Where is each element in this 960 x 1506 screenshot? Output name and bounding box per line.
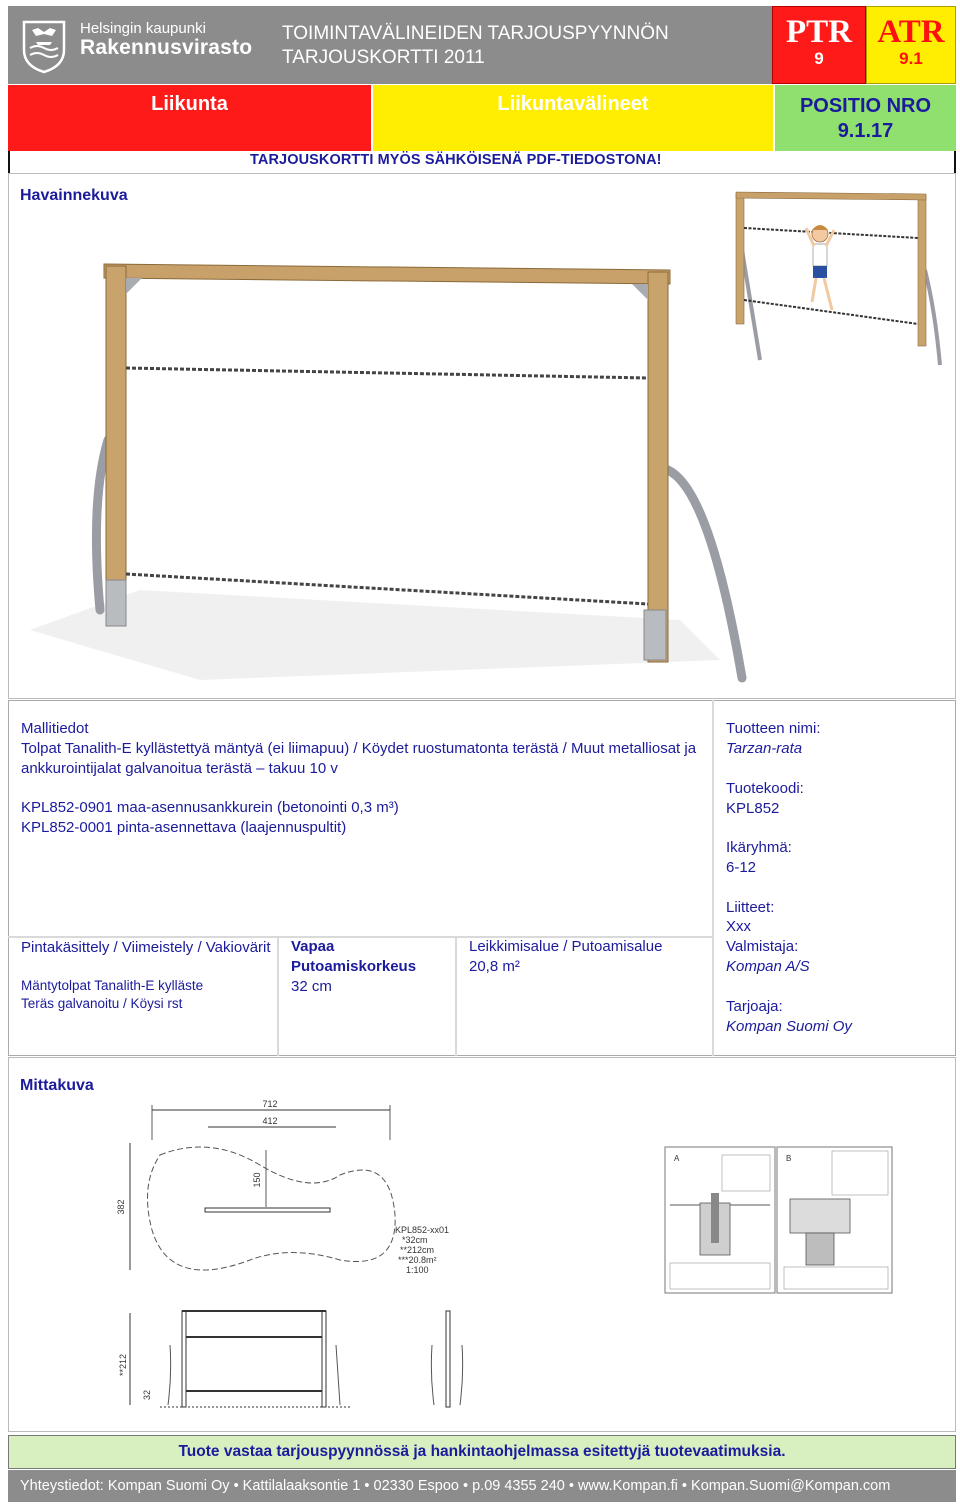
manufacturer-value: Kompan A/S	[726, 958, 810, 975]
ptr-value: 9	[814, 49, 824, 68]
ptr-label: PTR	[786, 14, 852, 50]
divider	[8, 151, 10, 173]
product-name-value: Tarzan-rata	[726, 740, 803, 757]
detail-a-label: A	[674, 1154, 680, 1163]
position-value: 9.1.17	[837, 120, 894, 142]
fall-heading1: Vapaa	[291, 938, 335, 955]
detail-drawing-a	[665, 1147, 775, 1293]
divider	[712, 700, 714, 1056]
divider	[954, 151, 956, 173]
vendor-value: Kompan Suomi Oy	[726, 1018, 852, 1035]
helsinki-crest-icon	[14, 14, 74, 76]
dim-inner: 412	[262, 1116, 278, 1126]
divider	[277, 936, 279, 1056]
dim-outer: 712	[262, 1099, 278, 1109]
note-b: **212cm	[400, 1245, 435, 1255]
area-value: 20,8 m²	[469, 958, 520, 975]
detail-b-label: B	[786, 1154, 792, 1163]
dim-height-left: 382	[116, 1199, 126, 1215]
age-group-label: Ikäryhmä:	[726, 839, 792, 856]
atr-label: ATR	[877, 14, 945, 50]
atr-box	[866, 6, 956, 84]
note-c: ***20.8m²	[398, 1255, 437, 1265]
product-code-label: Tuotekoodi:	[726, 780, 804, 797]
pdf-note: TARJOUSKORTTI MYÖS SÄHKÖISENÄ PDF-TIEDOSTONA!	[250, 152, 662, 168]
finish-line2: Teräs galvanoitu / Köysi rst	[21, 996, 183, 1011]
model-info-heading: Mallitiedot	[21, 720, 89, 737]
position-number	[775, 94, 956, 144]
scale: 1:100	[406, 1265, 429, 1275]
dim-depth: 150	[252, 1172, 262, 1188]
divider	[455, 936, 457, 1056]
org-name-line1: Helsingin kaupunki	[80, 20, 206, 37]
org-name-line2: Rakennusvirasto	[80, 36, 253, 59]
manufacturer-label: Valmistaja:	[726, 938, 799, 955]
document-title: TOIMINTAVÄLINEIDEN TARJOUSPYYNNÖN TARJOUSKORTTI 2011	[282, 23, 669, 68]
area-heading: Leikkimisalue / Putoamisalue	[469, 938, 663, 955]
finish-heading: Pintakäsittely / Viimeistely / Vakiovärit	[21, 939, 271, 956]
variant-ground: KPL852-0901 maa-asennusankkurein (betonointi 0,3 m³)	[21, 799, 399, 816]
subcategory-label: Liikuntavälineet	[497, 93, 649, 115]
ptr-box	[772, 6, 866, 84]
product-name-label: Tuotteen nimi:	[726, 720, 821, 737]
illustration-heading: Havainnekuva	[20, 187, 128, 204]
contact-info: Yhteystiedot: Kompan Suomi Oy • Kattilalaaksontie 1 • 02330 Espoo • p.09 4355 240 • www.Kompan.fi • Kompan.Suomi@Kompan.com	[20, 1478, 891, 1494]
variant-surface: KPL852-0001 pinta-asennettava (laajennuspultit)	[21, 819, 347, 836]
product-code-value: KPL852	[726, 800, 780, 817]
vendor-label: Tarjoaja:	[726, 998, 783, 1015]
age-group-value: 6-12	[726, 859, 757, 876]
note-a: *32cm	[402, 1235, 428, 1245]
atr-value: 9.1	[899, 49, 923, 68]
finish-line1: Mäntytolpat Tanalith-E kylläste	[21, 978, 204, 993]
side-view	[118, 1311, 463, 1407]
code-note: KPL852-xx01	[395, 1225, 450, 1235]
side-fall: 32	[142, 1389, 152, 1401]
model-description: Tolpat Tanalith-E kyllästettyä mäntyä (ei liimapuu) / Köydet ruostumatonta terästä / Muut metalliosat ja ankkurointijalat galvanoitua terästä – takuu 10 v	[21, 740, 697, 777]
product-illustration	[20, 190, 950, 690]
dimension-heading: Mittakuva	[20, 1077, 94, 1094]
inset-illustration	[736, 192, 940, 365]
attachments-value: Xxx	[726, 918, 752, 935]
fall-heading2: Putoamiskorkeus	[291, 958, 417, 975]
footer-notice: Tuote vastaa tarjouspyynnössä ja hankintaohjelmassa esitettyjä tuotevaatimuksia.	[178, 1443, 786, 1460]
detail-drawing-b	[777, 1147, 892, 1293]
position-label: POSITIO NRO	[799, 95, 932, 117]
attachments-label: Liitteet:	[726, 899, 775, 916]
side-height: **212	[118, 1353, 128, 1377]
category-label: Liikunta	[151, 93, 228, 115]
fall-value: 32 cm	[291, 978, 332, 995]
dimension-drawing	[100, 1095, 900, 1415]
